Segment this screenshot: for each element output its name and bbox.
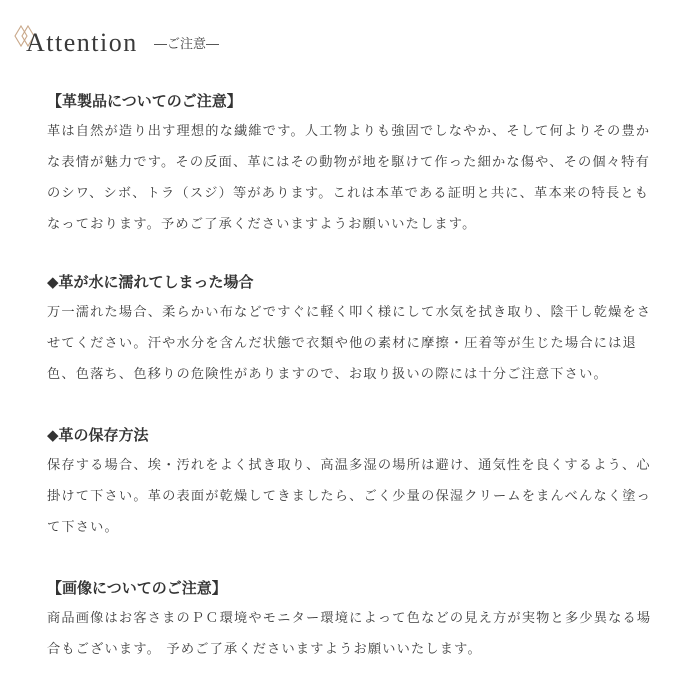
section-heading: 【画像についてのご注意】: [47, 579, 227, 597]
section-body: 保存する場合、埃・汚れをよく拭き取り、高温多湿の場所は避け、通気性を良くするよう、心掛けて下さい。革の表面が乾燥してきましたら、ごく少量の保湿クリームをまんべんなく塗って下さい。: [47, 458, 652, 535]
page-title: Attention: [26, 28, 138, 57]
section-image-notice: [47, 577, 659, 665]
section-body: 商品画像はお客さまのＰＣ環境やモニター環境によって色などの見え方が実物と多少異なる場合もございます。 予めご了承くださいますようお願いいたします。: [47, 611, 652, 657]
section-leather-notice: [47, 90, 659, 240]
section-heading: 【革製品についてのご注意】: [47, 92, 242, 110]
section-storage: [47, 424, 659, 543]
section-wet-leather: [47, 271, 659, 390]
section-heading: ◆革の保存方法: [47, 426, 149, 444]
section-body: 革は自然が造り出す理想的な繊維です。人工物よりも強固でしなやか、そして何よりその豊かな表情が魅力です。その反面、革にはその動物が地を駆けて作った細かな傷や、その個々特有のシワ、シボ、トラ（スジ）等があります。これは本革である証明と共に、革本来の特長ともなっております。予めご了承くださいますようお願いいたします。: [47, 124, 651, 232]
section-heading: ◆革が水に濡れてしまった場合: [47, 273, 254, 291]
page-header: [14, 22, 674, 62]
section-body: 万一濡れた場合、柔らかい布などですぐに軽く叩く様にして水気を拭き取り、陰干し乾燥をさせてください。汗や水分を含んだ状態で衣類や他の素材に摩擦・圧着等が生じた場合には退色、色落ち、色移りの危険性がありますので、お取り扱いの際には十分ご注意下さい。: [47, 305, 652, 382]
page-subtitle: ―ご注意―: [154, 37, 220, 52]
